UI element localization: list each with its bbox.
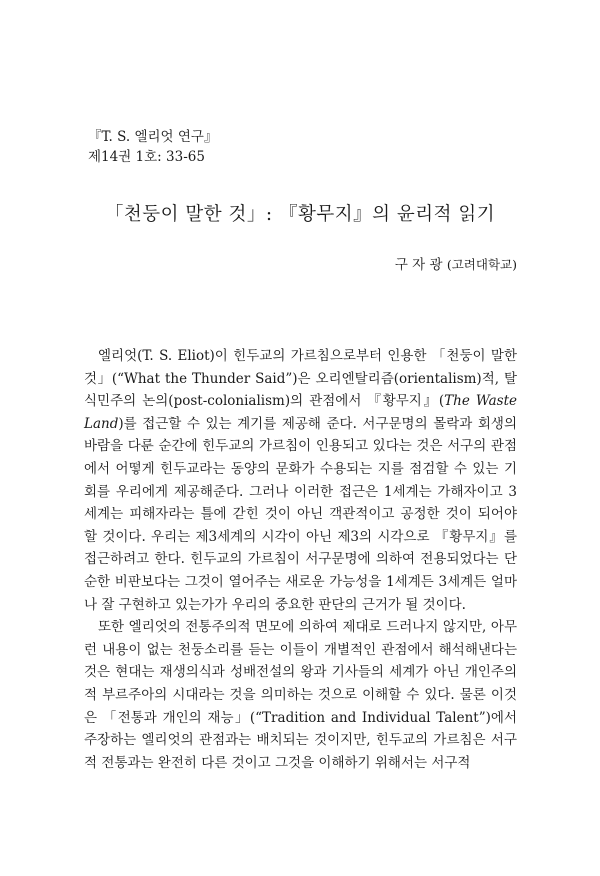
paragraph-1-italic-title: The Waste Land [84,393,517,432]
author-name: 구 자 광 [394,257,443,273]
abstract-body [84,345,517,774]
author-line [395,253,517,273]
paragraph-1 [84,345,517,616]
journal-info [88,127,217,167]
paragraph-2 [84,616,517,774]
author-affiliation: (고려대학교) [446,257,517,272]
article-title: 「천둥이 말한 것」: 『황무지』의 윤리적 읽기 [104,204,496,225]
paragraph-1-part-1: 엘리엇(T. S. Eliot)이 힌두교의 가르침으로부터 인용한 「천둥이 말한 것」(“What the Thunder Said”)은 오리엔탈리즘(orientalism)적, 탈식민주의 논의(post-colonialism)의 관점에서 『황무지』( [84,348,517,410]
paragraph-1-part-2: )를 접근할 수 있는 계기를 제공해 준다. 서구문명의 몰락과 회생의 바람을 다룬 순간에 힌두교의 가르침이 인용되고 있다는 것은 서구의 관점에서 어떻게 힌두교라는 동양의 문화가 수용되는 지를 점검할 수 있는 기회를 우리에게 제공해준다. 그러나 이러한 접근은 1세계는 가해자이고 3세계는 피해자라는 틀에 갇힌 것이 아닌 객관적이고 공정한 것이 되어야 할 것이다. 우리는 제3세계의 시각이 아닌 제3의 시각으로 『황무지』를 접근하려고 한다. 힌두교의 가르침이 서구문명에 의하여 전용되었다는 단순한 비판보다는 그것이 열어주는 새로운 가능성을 1세계든 3세계든 얼마나 잘 구현하고 있는가가 우리의 중요한 판단의 근거가 될 것이다. [84,415,517,613]
paragraph-2-text: 또한 엘리엇의 전통주의적 면모에 의하여 제대로 드러나지 않지만, 아무런 내용이 없는 천둥소리를 듣는 이들이 개별적인 관점에서 해석해낸다는 것은 현대는 재생의식과 성배전설의 왕과 기사들의 세계가 아닌 개인주의적 부르주아의 시대라는 것을 의미하는 것으로 이해할 수 있다. 물론 이것은 「전통과 개인의 재능」(“Tradition and Individual Talent”)에서 주장하는 엘리엇의 관점과는 배치되는 것이지만, 힌두교의 가르침은 서구적 전통과는 완전히 다른 것이고 그것을 이해하기 위해서는 서구적 [84,619,517,771]
journal-volume: 제14권 1호: 33-65 [88,149,205,165]
journal-name: 『T. S. 엘리엇 연구』 [88,129,218,145]
